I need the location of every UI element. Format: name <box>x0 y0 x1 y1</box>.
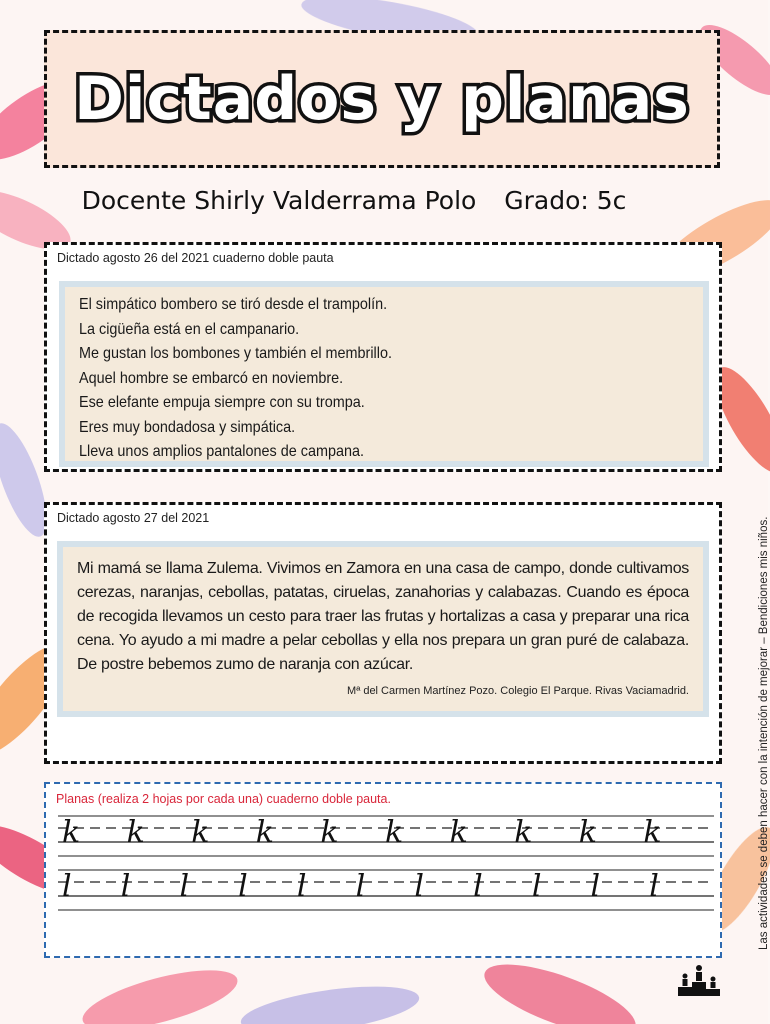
practice-letter-k: k <box>385 815 404 850</box>
practice-letter-k: k <box>191 815 210 850</box>
teacher-name: Docente Shirly Valderrama Polo <box>81 186 477 215</box>
grade-label: Grado: 5c <box>504 186 627 215</box>
planas-label: Planas (realiza 2 hojas por cada una) cuaderno doble pauta. <box>56 792 391 806</box>
practice-letter-l: l <box>179 869 190 904</box>
practice-letter-k: k <box>643 815 662 850</box>
dictation-line: Eres muy bondadosa y simpática. <box>79 418 296 436</box>
side-note: Las actividades se deben hacer con la intención de mejorar – Bendiciones mis niños. <box>758 516 770 950</box>
practice-letter-l: l <box>238 869 248 904</box>
dictation-1-lines <box>79 293 689 465</box>
dictation-line: El simpático bombero se tiró desde el trampolín. <box>79 296 388 313</box>
handwriting-practice-lines <box>46 784 722 958</box>
dictation-2-text-box <box>57 541 709 717</box>
dictation-2-paragraph: Mi mamá se llama Zulema. Vivimos en Zamora en una casa de campo, donde cultivamos cerezas, naranjas, cebollas, patatas, ciruelas, zanahorias y calabazas. Cuando es época de recogida llevamos un cesto para traer las frutas y hortalizas a casa y preparar una rica cena. Yo ayudo a mi madre a pelar cebollas y ella nos prepara un gran puré de calabaza. De postre bebemos zumo de naranja con azúcar. <box>77 560 689 673</box>
practice-letter-k: k <box>514 815 533 850</box>
planas-section <box>44 782 722 958</box>
page-title: Dictados y planas <box>74 64 690 134</box>
dictation-line: La cigüeña está en el campanario. <box>79 320 300 338</box>
dictation-line: Ese elefante empuja siempre con su trompa. <box>79 394 365 411</box>
practice-letter-l: l <box>120 869 131 904</box>
practice-letter-l: l <box>62 869 72 904</box>
dictation-1-text-box <box>59 281 709 467</box>
practice-letter-k: k <box>578 815 597 850</box>
practice-letter-k: k <box>255 815 274 850</box>
dictation-1-label: Dictado agosto 26 del 2021 cuaderno doble pauta <box>57 251 334 265</box>
practice-letter-l: l <box>649 869 659 904</box>
practice-letter-l: l <box>296 869 307 904</box>
practice-letter-l: l <box>414 869 424 904</box>
title-banner <box>44 30 720 168</box>
practice-letter-k: k <box>449 815 468 850</box>
dictation-line: Aquel hombre se embarcó en noviembre. <box>79 369 344 387</box>
dictation-2-credit: Mª del Carmen Martínez Pozo. Colegio El Parque. Rivas Vaciamadrid. <box>347 685 689 697</box>
practice-letter-l: l <box>531 869 542 904</box>
practice-letter-k: k <box>320 815 339 850</box>
practice-letter-l: l <box>590 869 601 904</box>
podium-icon <box>676 964 724 998</box>
practice-letter-k: k <box>62 815 81 850</box>
practice-letter-l: l <box>473 869 483 904</box>
practice-letter-l: l <box>355 869 366 904</box>
teacher-info <box>44 186 664 215</box>
dictation-line: Me gustan los bombones y también el membrillo. <box>79 345 392 362</box>
dictation-line: Lleva unos amplios pantalones de campana. <box>79 443 364 460</box>
practice-letter-k: k <box>126 815 145 850</box>
dictation-card-2 <box>44 502 722 764</box>
dictation-card-1 <box>44 242 722 472</box>
dictation-2-label: Dictado agosto 27 del 2021 <box>57 511 210 525</box>
